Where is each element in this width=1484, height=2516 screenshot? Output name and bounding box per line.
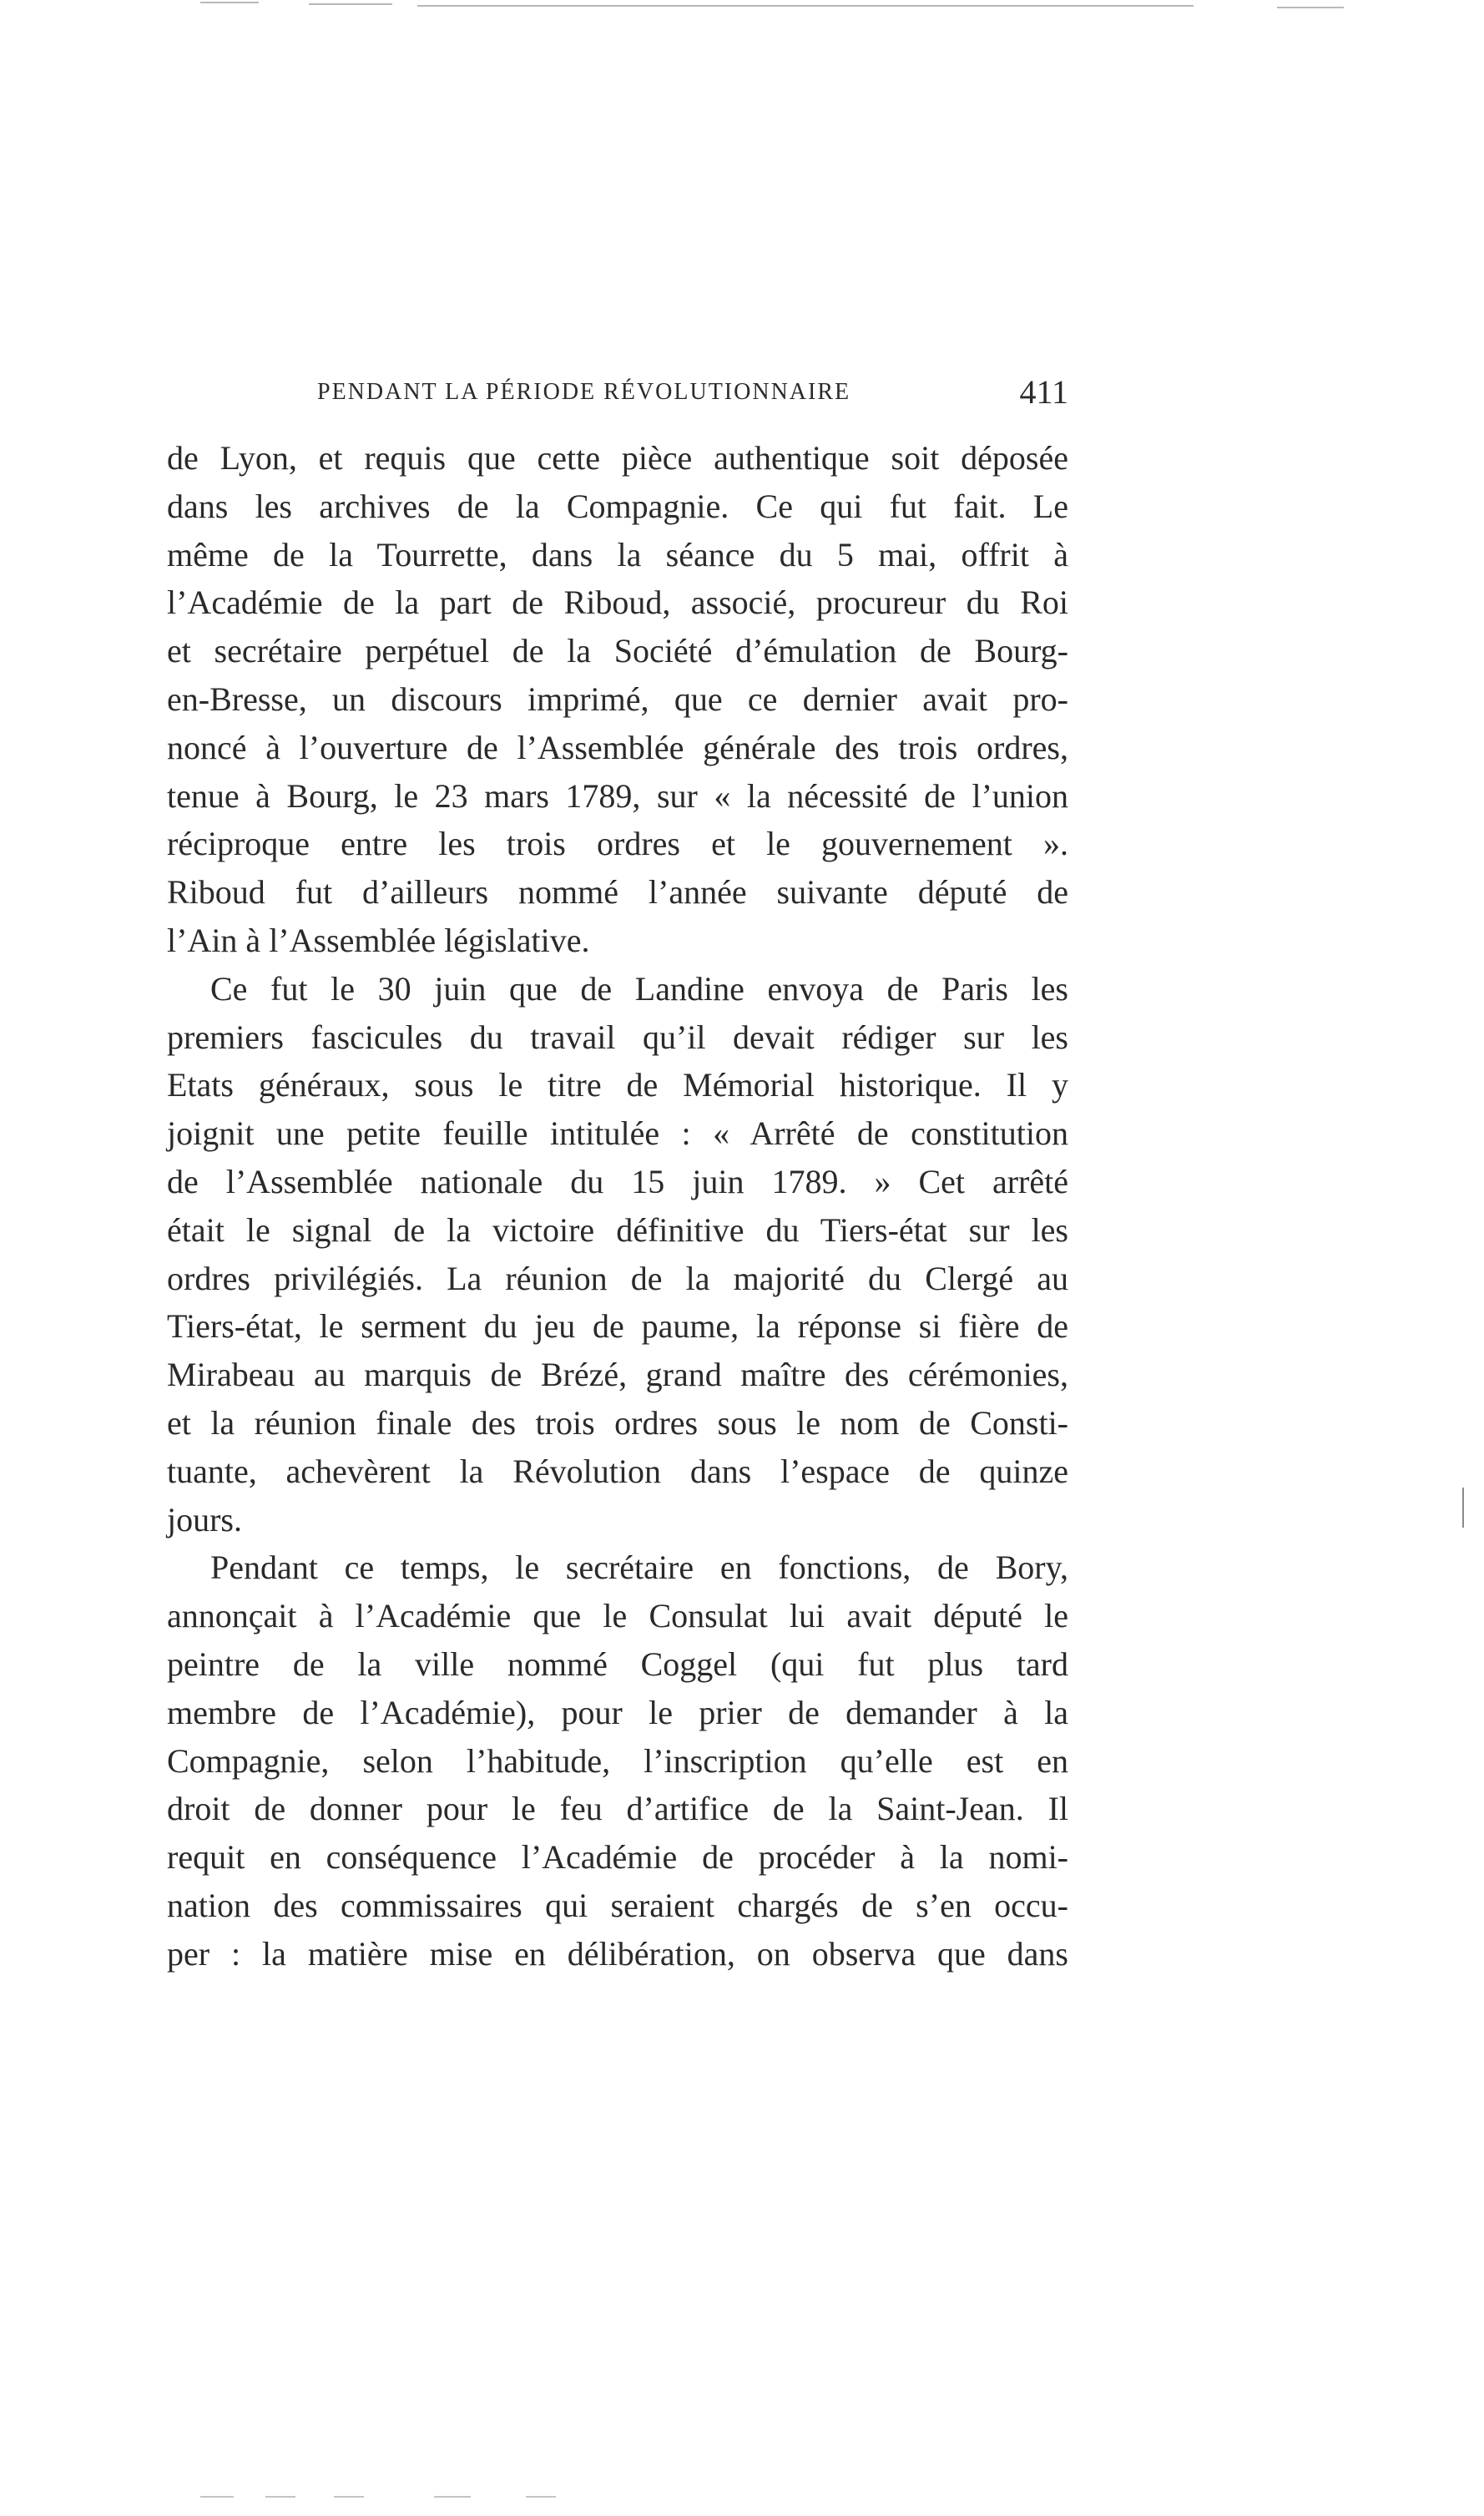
text-line: per : la matière mise en délibération, on observa que dans [167,1934,1068,1973]
text-line: l’Académie de la part de Riboud, associé, procureur du Roi [167,584,1068,622]
text-line: ordres privilégiés. La réunion de la majorité du Clergé au [167,1259,1068,1297]
text-line: Tiers-état, le serment du jeu de paume, la réponse si fière de [167,1307,1068,1346]
body-text [167,434,1068,1978]
margin-mark [1462,1488,1464,1528]
text-line: dans les archives de la Compagnie. Ce qui fut fait. Le [167,487,1068,525]
page-number: 411 [1019,373,1068,411]
bottom-dash [200,2496,234,2498]
running-head [167,367,1068,417]
text-line: et la réunion finale des trois ordres sous le nom de Consti- [167,1403,1068,1442]
text-line: requit en conséquence l’Académie de procéder à la nomi- [167,1838,1068,1877]
text-line: réciproque entre les trois ordres et le gouvernement ». [167,825,1068,863]
text-line: premiers fascicules du travail qu’il devait rédiger sur les [167,1018,1068,1056]
text-line: Mirabeau au marquis de Brézé, grand maître des cérémonies, [167,1356,1068,1394]
top-rule-long [417,5,1194,7]
top-rule-mid [309,3,392,5]
running-title: PENDANT LA PÉRIODE RÉVOLUTIONNAIRE [317,379,851,405]
text-line: Riboud fut d’ailleurs nommé l’année suivante député de [167,873,1068,912]
text-line: Pendant ce temps, le secrétaire en fonctions, de Bory, [210,1549,1068,1587]
text-line: tuante, achevèrent la Révolution dans l’espace de quinze [167,1452,1068,1490]
text-line: même de la Tourrette, dans la séance du 5 mai, offrit à [167,535,1068,573]
text-line: noncé à l’ouverture de l’Assemblée générale des trois ordres, [167,728,1068,766]
text-line: était le signal de la victoire définitive du Tiers-état sur les [167,1210,1068,1249]
text-line: de Lyon, et requis que cette pièce authentique soit déposée [167,439,1068,477]
bottom-dash [526,2496,556,2498]
text-line: et secrétaire perpétuel de la Société d’émulation de Bourg- [167,632,1068,670]
top-rule-left [200,2,259,3]
text-line: Etats généraux, sous le titre de Mémorial historique. Il y [167,1066,1068,1104]
text-line: Compagnie, selon l’habitude, l’inscription qu’elle est en [167,1741,1068,1780]
text-line: tenue à Bourg, le 23 mars 1789, sur « la nécessité de l’union [167,776,1068,815]
text-line: joignit une petite feuille intitulée : « Arrêté de constitution [167,1114,1068,1153]
text-line: membre de l’Académie), pour le prier de demander à la [167,1693,1068,1731]
text-line: peintre de la ville nommé Coggel (qui fut plus tard [167,1644,1068,1683]
bottom-dash [334,2496,364,2498]
text-line: Ce fut le 30 juin que de Landine envoya de Paris les [210,969,1068,1008]
text-line: de l’Assemblée nationale du 15 juin 1789. » Cet arrêté [167,1162,1068,1200]
text-line: nation des commissaires qui seraient chargés de s’en occu- [167,1886,1068,1924]
text-line: l’Ain à l’Assemblée législative. [167,921,590,959]
text-line: jours. [167,1500,242,1538]
text-line: droit de donner pour le feu d’artifice de la Saint-Jean. Il [167,1790,1068,1828]
text-line: en-Bresse, un discours imprimé, que ce dernier avait pro- [167,680,1068,718]
bottom-dash [434,2496,471,2498]
bottom-dash [265,2496,295,2498]
text-line: annonçait à l’Académie que le Consulat lui avait député le [167,1597,1068,1635]
top-rule-right [1277,7,1344,8]
